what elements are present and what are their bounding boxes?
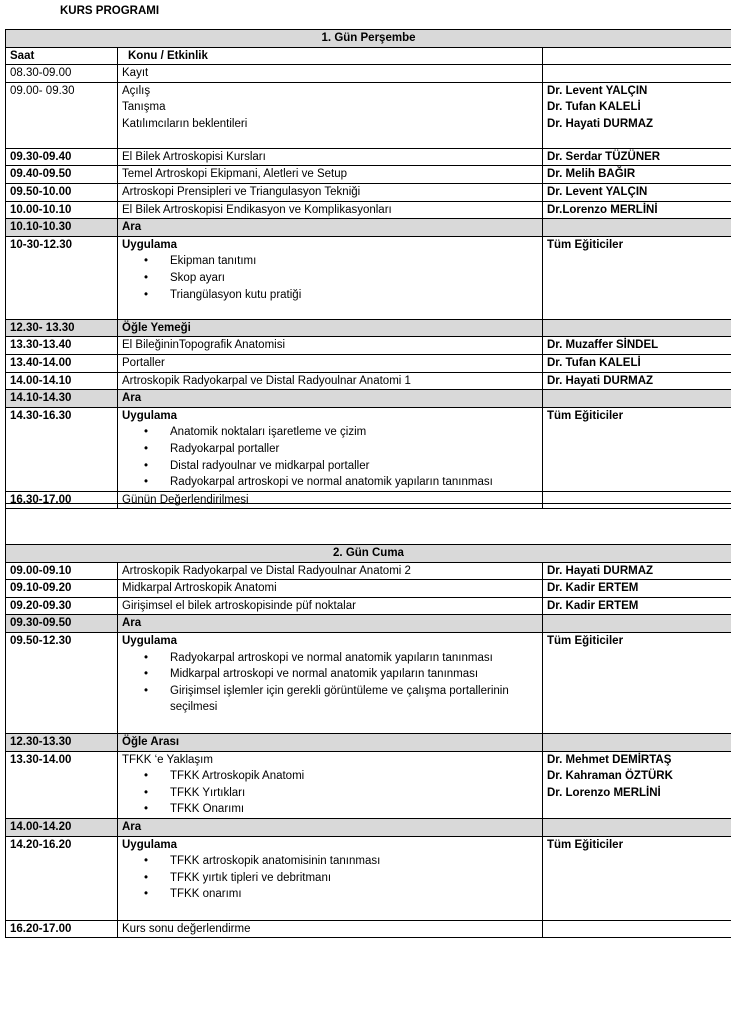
row-time: 10.10-10.30 — [6, 219, 118, 237]
row-time: 14.00-14.10 — [6, 372, 118, 390]
schedule-row — [6, 580, 731, 598]
schedule-row — [6, 236, 731, 319]
schedule-row — [6, 751, 731, 818]
row-topic-cell — [118, 183, 543, 201]
row-bullet-item: • TFKK Yırtıkları — [144, 785, 538, 802]
row-speaker-cell — [543, 65, 731, 83]
row-topic: Artroskopik Radyokarpal ve Distal Radyoulnar Anatomi 2 — [122, 564, 411, 577]
row-time: 08.30-09.00 — [6, 65, 118, 83]
row-speaker-cell — [543, 354, 731, 372]
row-topic: Kayıt — [122, 67, 149, 80]
schedule-row — [6, 319, 731, 337]
row-bullet-item: • TFKK Artroskopik Anatomi — [144, 768, 538, 785]
row-speaker-cell — [543, 733, 731, 751]
row-topic: El Bilek Artroskopisi Endikasyon ve Komplikasyonları — [122, 203, 392, 216]
schedule-row — [6, 82, 731, 148]
row-speaker-cell — [543, 183, 731, 201]
row-speaker: Tüm Eğiticiler — [547, 409, 624, 422]
row-topic: Kurs sonu değerlendirme — [122, 922, 251, 935]
row-speaker: Tüm Eğiticiler — [547, 838, 624, 851]
row-speaker: Dr.Lorenzo MERLİNİ — [547, 203, 658, 216]
row-bullet-item: • Girişimsel işlemler için gerekli görüntüleme ve çalışma portallerinin seçilmesi — [144, 683, 538, 716]
row-bullet-item: • TFKK onarımı — [144, 886, 538, 903]
row-speaker: Dr. Muzaffer SİNDEL — [547, 339, 659, 352]
row-bullet-item: • TFKK artroskopik anatomisinin tanınması — [144, 853, 538, 870]
document-title: KURS PROGRAMI — [60, 5, 160, 17]
row-speaker-cell — [543, 818, 731, 836]
row-speaker-cell — [543, 562, 731, 580]
column-header-row — [6, 47, 731, 65]
row-bullet-item: • Anatomik noktaları işaretleme ve çizim — [144, 424, 538, 441]
schedule-row — [6, 219, 731, 237]
row-speaker: Dr. Levent YALÇIN — [547, 185, 648, 198]
row-topic: Öğle Arası — [122, 735, 180, 748]
row-bullet-list — [122, 853, 538, 903]
row-time: 09.30-09.50 — [6, 615, 118, 633]
row-time: 09.00-09.10 — [6, 562, 118, 580]
row-topic: Ara — [122, 820, 142, 833]
row-time: 10-30-12.30 — [6, 236, 118, 319]
day-separator — [5, 503, 731, 545]
row-topic: TFKK ‘e Yaklaşım — [122, 753, 213, 766]
schedule-row — [6, 733, 731, 751]
row-bullet-list — [122, 650, 538, 716]
row-speaker: Dr. Kahraman ÖZTÜRK — [547, 770, 673, 783]
row-topic-cell — [118, 65, 543, 83]
row-bullet-item: • Distal radyoulnar ve midkarpal portaller — [144, 458, 538, 475]
separator-cell — [6, 504, 731, 545]
row-topic: Artroskopi Prensipleri ve Triangulasyon Tekniği — [122, 185, 361, 198]
row-topic-line: Katılımcıların beklentileri — [122, 117, 248, 130]
row-topic: Ara — [122, 221, 142, 234]
row-bullet-list — [122, 253, 538, 303]
row-topic: Artroskopik Radyokarpal ve Distal Radyoulnar Anatomi 1 — [122, 374, 411, 387]
row-topic-cell — [118, 733, 543, 751]
row-topic: Uygulama — [122, 238, 177, 251]
row-topic-cell — [118, 818, 543, 836]
row-time: 14.30-16.30 — [6, 407, 118, 491]
column-header-time: Saat — [6, 47, 118, 65]
row-bullet-item: • Midkarpal artroskopi ve normal anatomik yapıların tanınması — [144, 666, 538, 683]
row-topic: Açılış — [122, 84, 151, 97]
row-bullet-item: • Ekipman tanıtımı — [144, 253, 538, 270]
row-topic-cell — [118, 390, 543, 408]
row-speaker-cell — [543, 597, 731, 615]
row-speaker-cell — [543, 166, 731, 184]
row-speaker-cell — [543, 580, 731, 598]
row-speaker-cell — [543, 236, 731, 319]
row-topic-cell — [118, 751, 543, 818]
schedule-row — [6, 562, 731, 580]
day2-heading: 2. Gün Cuma — [6, 545, 731, 563]
row-bullet-item: • Radyokarpal artroskopi ve normal anatomik yapıların tanınması — [144, 474, 538, 491]
row-bullet-item: • Triangülasyon kutu pratiği — [144, 287, 538, 304]
row-time: 10.00-10.10 — [6, 201, 118, 219]
row-time: 09.40-09.50 — [6, 166, 118, 184]
schedule-row — [6, 818, 731, 836]
row-speaker: Tüm Eğiticiler — [547, 238, 624, 251]
row-time: 14.00-14.20 — [6, 818, 118, 836]
row-speaker-cell — [543, 632, 731, 733]
schedule-row — [6, 166, 731, 184]
schedule-row — [6, 354, 731, 372]
row-time: 14.20-16.20 — [6, 836, 118, 920]
row-topic-cell — [118, 236, 543, 319]
row-time: 16.30-17.00 — [6, 491, 118, 509]
row-time: 13.30-14.00 — [6, 751, 118, 818]
row-topic: Uygulama — [122, 409, 177, 422]
schedule-row — [6, 372, 731, 390]
row-speaker: Dr. Mehmet DEMİRTAŞ — [547, 753, 672, 766]
row-topic: Uygulama — [122, 838, 177, 851]
row-topic: El Bilek Artroskopisi Kursları — [122, 150, 266, 163]
row-topic: Temel Artroskopi Ekipmani, Aletleri ve Setup — [122, 168, 347, 181]
row-topic-cell — [118, 836, 543, 920]
row-topic-cell — [118, 337, 543, 355]
row-topic: Ara — [122, 392, 142, 405]
column-header-speaker — [543, 47, 731, 65]
row-topic: Midkarpal Artroskopik Anatomi — [122, 582, 277, 595]
row-topic: El BileğininTopografik Anatomisi — [122, 339, 286, 352]
row-speaker: Dr. Lorenzo MERLİNİ — [547, 786, 661, 799]
row-topic-cell — [118, 615, 543, 633]
day2-heading-row — [6, 545, 731, 563]
row-speaker-cell — [543, 836, 731, 920]
row-topic: Ara — [122, 617, 142, 630]
row-topic: Öğle Yemeği — [122, 321, 191, 334]
row-time: 09.50-12.30 — [6, 632, 118, 733]
row-speaker-cell — [543, 372, 731, 390]
row-speaker: Dr. Kadir ERTEM — [547, 599, 639, 612]
row-topic-cell — [118, 597, 543, 615]
row-speaker-cell — [543, 201, 731, 219]
schedule-row — [6, 148, 731, 166]
row-speaker: Dr. Hayati DURMAZ — [547, 374, 654, 387]
day1-schedule-table — [5, 29, 731, 509]
row-speaker: Dr. Serdar TÜZÜNER — [547, 150, 661, 163]
row-speaker-cell — [543, 219, 731, 237]
row-topic-cell — [118, 82, 543, 148]
schedule-row — [6, 337, 731, 355]
row-bullet-list — [122, 768, 538, 818]
schedule-row — [6, 836, 731, 920]
schedule-row — [6, 201, 731, 219]
row-topic: Günün Değerlendirilmesi — [122, 493, 249, 506]
schedule-row — [6, 65, 731, 83]
row-time: 09.10-09.20 — [6, 580, 118, 598]
row-topic-cell — [118, 219, 543, 237]
row-speaker: Dr. Kadir ERTEM — [547, 582, 639, 595]
row-topic-cell — [118, 920, 543, 938]
row-speaker-cell — [543, 751, 731, 818]
schedule-row — [6, 597, 731, 615]
day1-heading-row — [6, 30, 731, 48]
schedule-row — [6, 615, 731, 633]
row-topic-cell — [118, 632, 543, 733]
row-topic: Uygulama — [122, 634, 177, 647]
row-speaker-cell — [543, 319, 731, 337]
row-speaker-cell — [543, 615, 731, 633]
row-speaker: Dr. Tufan KALELİ — [547, 356, 641, 369]
row-topic-cell — [118, 562, 543, 580]
row-topic-cell — [118, 148, 543, 166]
row-time: 09.20-09.30 — [6, 597, 118, 615]
row-speaker-cell — [543, 82, 731, 148]
row-time: 12.30- 13.30 — [6, 319, 118, 337]
row-bullet-item: • Skop ayarı — [144, 270, 538, 287]
row-time: 13.30-13.40 — [6, 337, 118, 355]
row-time: 09.00- 09.30 — [6, 82, 118, 148]
row-topic-cell — [118, 319, 543, 337]
row-topic: Portaller — [122, 356, 165, 369]
row-time: 13.40-14.00 — [6, 354, 118, 372]
row-bullet-item: • Radyokarpal artroskopi ve normal anatomik yapıların tanınması — [144, 650, 538, 667]
schedule-row — [6, 390, 731, 408]
row-speaker-cell — [543, 337, 731, 355]
row-topic-cell — [118, 372, 543, 390]
row-speaker: Dr. Melih BAĞIR — [547, 168, 636, 181]
schedule-row — [6, 632, 731, 733]
row-speaker-cell — [543, 390, 731, 408]
row-time: 09.50-10.00 — [6, 183, 118, 201]
row-speaker-cell — [543, 148, 731, 166]
row-time: 14.10-14.30 — [6, 390, 118, 408]
row-time: 09.30-09.40 — [6, 148, 118, 166]
row-speaker-cell — [543, 920, 731, 938]
row-topic-line: Tanışma — [122, 101, 166, 114]
row-time: 16.20-17.00 — [6, 920, 118, 938]
column-header-topic: Konu / Etkinlik — [118, 47, 543, 65]
row-topic-cell — [118, 201, 543, 219]
row-time: 12.30-13.30 — [6, 733, 118, 751]
day2-schedule-table — [5, 544, 731, 938]
row-topic-cell — [118, 166, 543, 184]
row-speaker: Dr. Hayati DURMAZ — [547, 564, 654, 577]
row-speaker-cell — [543, 407, 731, 491]
row-topic-cell — [118, 354, 543, 372]
schedule-row — [6, 407, 731, 491]
row-bullet-item: • TFKK Onarımı — [144, 801, 538, 818]
row-topic: Girişimsel el bilek artroskopisinde püf noktalar — [122, 599, 356, 612]
schedule-row — [6, 183, 731, 201]
day1-heading: 1. Gün Perşembe — [6, 30, 731, 48]
row-speaker: Dr. Levent YALÇIN — [547, 84, 648, 97]
row-speaker: Dr. Tufan KALELİ — [547, 101, 641, 114]
schedule-row — [6, 920, 731, 938]
row-bullet-item: • TFKK yırtık tipleri ve debritmanı — [144, 870, 538, 887]
row-speaker: Tüm Eğiticiler — [547, 634, 624, 647]
row-topic-cell — [118, 407, 543, 491]
row-speaker: Dr. Hayati DURMAZ — [547, 117, 654, 130]
row-bullet-list — [122, 424, 538, 490]
row-topic-cell — [118, 580, 543, 598]
row-bullet-item: • Radyokarpal portaller — [144, 441, 538, 458]
